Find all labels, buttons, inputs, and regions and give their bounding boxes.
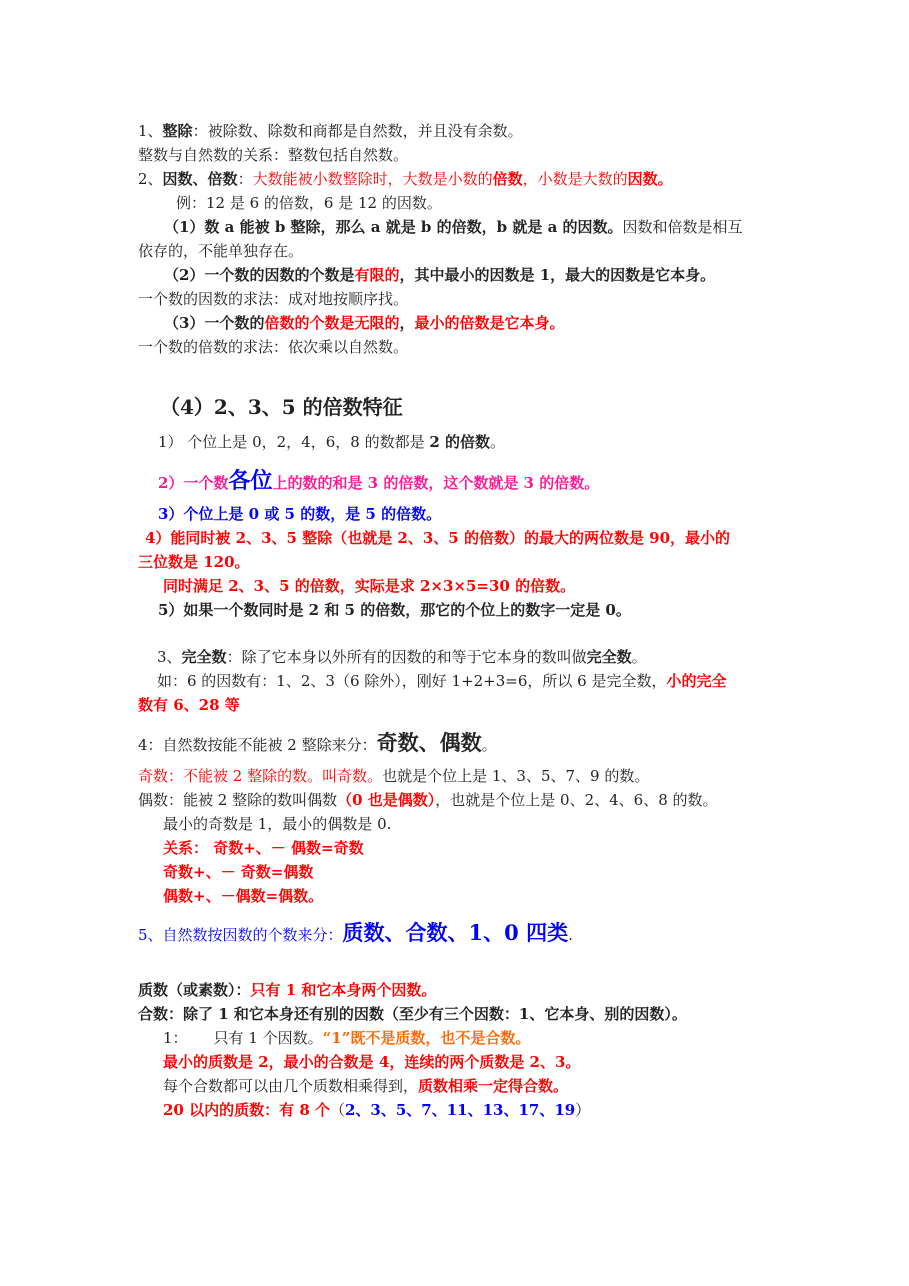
prime-list: 2、3、5、7、11、13、17、19 [345,1101,576,1119]
item-number: 3、 [157,648,182,666]
text-bold: （1）数 a 能被 b 整除，那么 a 就是 b 的倍数，b 就是 a 的因数。 [164,218,623,236]
text-red: 有限的 [354,266,400,284]
text-2: 上的数的和是 3 的倍数，这个数就是 3 的倍数。 [272,474,600,492]
line-perfect-example [157,671,727,691]
text-2: ，其中最小的因数是 1，最大的因数是它本身。 [399,266,716,284]
label-one: 1： [163,1029,188,1047]
term-perfect: 完全数 [181,648,227,666]
text-red: 小的完全 [666,672,727,690]
line-divisibility [138,121,523,141]
text: 一个数的因数的求法：成对地按顺序找。 [138,290,409,308]
line-point-3 [164,313,565,333]
paren-open: （ [329,1101,345,1119]
text-red: 只有 1 和它本身两个因数。 [250,981,437,999]
text: 只有 1 个因数。 [213,1029,323,1047]
term-four-classes: 质数、合数、1、0 四类 [342,920,569,945]
line-primes-under-20 [163,1100,590,1120]
text-big-blue: 各位 [228,468,273,494]
definition-red-2: ，小数是大数的 [522,170,628,188]
text: 整数与自然数的关系：整数包括自然数。 [138,146,409,164]
text: 3）个位上是 0 或 5 的数，是 5 的倍数。 [158,505,442,523]
line-2-and-5 [158,600,631,620]
text: 奇数+、－ 奇数=偶数 [163,863,314,881]
text-red: 质数相乘一定得合数。 [418,1077,569,1095]
line-odd-even-intro [138,730,497,758]
line-multiple-method [138,337,408,357]
line-prime [138,980,436,1000]
text-red: 20 以内的质数：有 8 个 [163,1101,330,1119]
term-odd-even: 奇数、偶数 [376,730,482,755]
text: 最小的质数是 2，最小的合数是 4，连续的两个质数是 2、3。 [163,1053,581,1071]
text-red: 奇数：不能被 2 整除的数。叫奇数。 [138,767,383,785]
item-number: 2、 [138,170,163,188]
text: 数有 6、28 等 [138,696,240,714]
line-point-2 [164,265,715,285]
text-bold: 2 的倍数 [429,433,491,451]
text: 关系： 奇数+、－ 偶数=奇数 [163,839,364,857]
definition-text: ：被除数、除数和商都是自然数，并且没有余数。 [192,122,523,140]
line-multiple-of-2 [158,432,505,452]
line-min-odd-even [163,814,391,834]
heading-235-multiples: （4）2、3、5 的倍数特征 [160,395,403,419]
line-relation-3 [163,886,323,906]
line-integer-relation [138,145,408,165]
text-red: 倍数的个数是无限的 [264,314,400,332]
line-one [163,1028,530,1048]
line-classification [138,920,573,948]
line-235-both-cont [138,552,250,572]
text: 如：6 的因数有：1、2、3（6 除外），刚好 1+2+3=6，所以 6 是完全数， [157,672,667,690]
term-multiple: 倍数 [492,170,523,188]
term-factor-multiple: 因数、倍数 [162,170,238,188]
colon: ： [237,170,253,188]
text: 2）一个数 [158,474,229,492]
line-factor-method [138,289,408,309]
line-example [176,193,442,213]
text: 一个数的倍数的求法：依次乘以自然数。 [138,338,409,356]
line-relation-1 [163,838,364,858]
line-235-both [145,528,730,548]
text: 例：12 是 6 的倍数，6 是 12 的因数。 [176,194,442,212]
period: . [568,926,573,944]
text: 4）能同时被 2、3、5 整除（也就是 2、3、5 的倍数）的最大的两位数是 90，最小的 [145,529,731,547]
text: 同时满足 2、3、5 的倍数，实际是求 2×3×5=30 的倍数。 [163,577,576,595]
text: 偶数+、－偶数=偶数。 [163,887,324,905]
text: 最小的奇数是 1，最小的偶数是 0. [163,815,392,833]
line-relation-2 [163,862,313,882]
text-2: ，也就是个位上是 0、2、4、6、8 的数。 [435,791,718,809]
line-even [138,790,718,810]
line-perfect-number [157,647,647,667]
line-multiple-of-5 [158,504,441,524]
colon: ： [235,981,251,999]
period: 。 [490,433,506,451]
line-min-prime-composite [163,1052,580,1072]
text: 因数和倍数是相互 [622,218,743,236]
paren-close: ） [575,1101,591,1119]
line-point-1-cont [138,241,303,261]
line-odd [138,766,649,786]
line-multiple-of-3 [158,468,599,496]
item-number: 1、 [138,122,163,140]
text: 也就是个位上是 1、3、5、7、9 的数。 [382,767,650,785]
period: 。 [631,648,647,666]
text: 5、自然数按因数的个数来分： [138,926,343,944]
text: 5）如果一个数同时是 2 和 5 的倍数，那它的个位上的数字一定是 0。 [158,601,631,619]
line-30-multiples [163,576,575,596]
text-red-2: 最小的倍数是它本身。 [414,314,565,332]
comma: ， [399,314,415,332]
text: 1） 个位上是 0，2，4，6，8 的数都是 [158,433,430,451]
line-composite [138,1004,687,1024]
line-point-1 [164,217,743,237]
term-divisibility: 整除 [162,122,193,140]
text: 依存的，不能单独存在。 [138,242,304,260]
text: 三位数是 120。 [138,553,250,571]
line-every-composite [163,1076,568,1096]
term-perfect-2: 完全数 [586,648,632,666]
text-orange: “1”既不是质数，也不是合数。 [322,1029,531,1047]
period: 。 [481,736,497,754]
text-red: （0 也是偶数） [337,791,436,809]
term-factor: 因数。 [627,170,673,188]
text: 每个合数都可以由几个质数相乘得到， [163,1077,419,1095]
text: ：除了它本身以外所有的因数的和等于它本身的数叫做 [226,648,587,666]
text: 偶数：能被 2 整除的数叫偶数 [138,791,338,809]
definition-red: 大数能被小数整除时，大数是小数的 [252,170,493,188]
line-perfect-example-cont [138,695,240,715]
text: 合数：除了 1 和它本身还有别的因数（至少有三个因数：1、它本身、别的因数）。 [138,1005,687,1023]
line-factor-multiple [138,169,673,189]
term-prime: 质数（或素数） [138,981,236,999]
text: （3）一个数的 [164,314,265,332]
text: （2）一个数的因数的个数是 [164,266,355,284]
text: 4：自然数按能不能被 2 整除来分： [138,736,377,754]
